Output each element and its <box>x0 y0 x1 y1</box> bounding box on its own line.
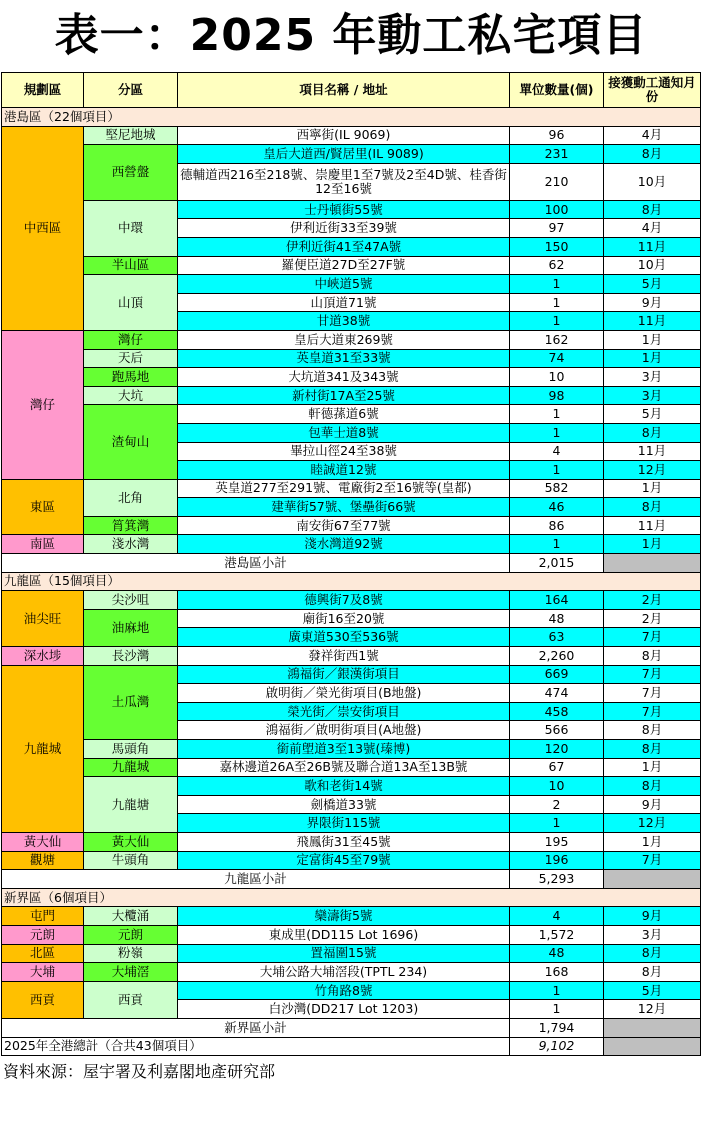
units-cell: 100 <box>510 200 604 219</box>
month-cell: 5月 <box>604 405 701 424</box>
subtotal-row <box>2 554 701 573</box>
project-cell: 睦誠道12號 <box>178 461 510 480</box>
project-cell: 南安街67至77號 <box>178 516 510 535</box>
month-cell: 7月 <box>604 851 701 870</box>
month-cell: 5月 <box>604 275 701 294</box>
section-row <box>2 108 701 127</box>
units-cell: 458 <box>510 702 604 721</box>
table-row <box>2 963 701 982</box>
month-cell: 11月 <box>604 312 701 331</box>
table-row <box>2 126 701 145</box>
subdistrict-cell: 大埔滘 <box>84 963 178 982</box>
project-cell: 建華街57號、堡壘街66號 <box>178 498 510 517</box>
units-cell: 1,572 <box>510 925 604 944</box>
grand-total-value: 9,102 <box>510 1037 604 1056</box>
units-cell: 46 <box>510 498 604 517</box>
subdistrict-cell: 大欖涌 <box>84 907 178 926</box>
month-cell: 8月 <box>604 498 701 517</box>
subdistrict-cell: 尖沙咀 <box>84 591 178 610</box>
project-cell: 歌和老街14號 <box>178 777 510 796</box>
table-row <box>2 145 701 164</box>
header-district: 規劃區 <box>2 73 84 108</box>
month-cell: 11月 <box>604 516 701 535</box>
units-cell: 10 <box>510 777 604 796</box>
project-cell: 皇后大道東269號 <box>178 330 510 349</box>
table-row <box>2 405 701 424</box>
month-cell: 2月 <box>604 591 701 610</box>
units-cell: 1 <box>510 293 604 312</box>
table-row <box>2 386 701 405</box>
table-row <box>2 832 701 851</box>
grand-total-blank <box>604 1037 701 1056</box>
project-cell: 淺水灣道92號 <box>178 535 510 554</box>
units-cell: 566 <box>510 721 604 740</box>
month-cell: 4月 <box>604 219 701 238</box>
project-cell: 白沙灣(DD217 Lot 1203) <box>178 1000 510 1019</box>
units-cell: 48 <box>510 609 604 628</box>
units-cell: 1 <box>510 461 604 480</box>
table-row <box>2 758 701 777</box>
units-cell: 63 <box>510 628 604 647</box>
month-cell: 9月 <box>604 907 701 926</box>
units-cell: 582 <box>510 479 604 498</box>
subdistrict-cell: 九龍城 <box>84 758 178 777</box>
project-cell: 德興街7及8號 <box>178 591 510 610</box>
project-cell: 皇后大道西/賢居里(IL 9089) <box>178 145 510 164</box>
month-cell: 8月 <box>604 721 701 740</box>
month-cell: 8月 <box>604 423 701 442</box>
table-row <box>2 275 701 294</box>
project-cell: 置福圍15號 <box>178 944 510 963</box>
project-cell: 界限街115號 <box>178 814 510 833</box>
month-cell: 8月 <box>604 200 701 219</box>
district-cell: 西貢 <box>2 981 84 1018</box>
units-cell: 4 <box>510 442 604 461</box>
units-cell: 1 <box>510 312 604 331</box>
subtotal-blank <box>604 870 701 889</box>
month-cell: 9月 <box>604 795 701 814</box>
month-cell: 3月 <box>604 386 701 405</box>
subdistrict-cell: 元朗 <box>84 925 178 944</box>
project-cell: 包華士道8號 <box>178 423 510 442</box>
month-cell: 8月 <box>604 145 701 164</box>
table-row <box>2 647 701 666</box>
header-units: 單位數量(個) <box>510 73 604 108</box>
table-row <box>2 925 701 944</box>
month-cell: 11月 <box>604 442 701 461</box>
project-cell: 劍橋道33號 <box>178 795 510 814</box>
month-cell: 3月 <box>604 925 701 944</box>
units-cell: 98 <box>510 386 604 405</box>
units-cell: 2,260 <box>510 647 604 666</box>
units-cell: 1 <box>510 814 604 833</box>
project-cell: 銜前塱道3至13號(瑧博) <box>178 740 510 759</box>
project-cell: 畢拉山徑24至38號 <box>178 442 510 461</box>
project-cell: 羅便臣道27D至27F號 <box>178 256 510 275</box>
units-cell: 74 <box>510 349 604 368</box>
district-cell: 元朗 <box>2 925 84 944</box>
header-project: 項目名稱 / 地址 <box>178 73 510 108</box>
section-label: 新界區（6個項目） <box>2 888 701 907</box>
district-cell: 油尖旺 <box>2 591 84 647</box>
subdistrict-cell: 山頂 <box>84 275 178 331</box>
subdistrict-cell: 土瓜灣 <box>84 665 178 739</box>
district-cell: 黃大仙 <box>2 832 84 851</box>
month-cell: 12月 <box>604 1000 701 1019</box>
month-cell: 2月 <box>604 609 701 628</box>
district-cell: 深水埗 <box>2 647 84 666</box>
units-cell: 86 <box>510 516 604 535</box>
units-cell: 96 <box>510 126 604 145</box>
month-cell: 1月 <box>604 832 701 851</box>
district-cell: 大埔 <box>2 963 84 982</box>
month-cell: 8月 <box>604 944 701 963</box>
subdistrict-cell: 渣甸山 <box>84 405 178 479</box>
subtotal-value: 2,015 <box>510 554 604 573</box>
district-cell: 東區 <box>2 479 84 535</box>
month-cell: 1月 <box>604 330 701 349</box>
month-cell: 10月 <box>604 256 701 275</box>
project-cell: 新村街17A至25號 <box>178 386 510 405</box>
grand-total-row <box>2 1037 701 1056</box>
month-cell: 7月 <box>604 702 701 721</box>
district-cell: 南區 <box>2 535 84 554</box>
units-cell: 162 <box>510 330 604 349</box>
subdistrict-cell: 九龍塘 <box>84 777 178 833</box>
month-cell: 9月 <box>604 293 701 312</box>
subdistrict-cell: 堅尼地城 <box>84 126 178 145</box>
project-cell: 定富街45至79號 <box>178 851 510 870</box>
project-cell: 西寧街(IL 9069) <box>178 126 510 145</box>
subtotal-blank <box>604 554 701 573</box>
table-row <box>2 479 701 498</box>
month-cell: 12月 <box>604 461 701 480</box>
housing-projects-table <box>1 72 701 1056</box>
subdistrict-cell: 中環 <box>84 200 178 256</box>
units-cell: 150 <box>510 237 604 256</box>
project-cell: 廟街16至20號 <box>178 609 510 628</box>
header-row <box>2 73 701 108</box>
section-row <box>2 572 701 591</box>
district-cell: 觀塘 <box>2 851 84 870</box>
header-month: 接獲動工通知月份 <box>604 73 701 108</box>
units-cell: 231 <box>510 145 604 164</box>
subdistrict-cell: 灣仔 <box>84 330 178 349</box>
units-cell: 10 <box>510 368 604 387</box>
units-cell: 120 <box>510 740 604 759</box>
source-note: 資料來源：屋宇署及利嘉閣地產研究部 <box>3 1062 276 1082</box>
table-row <box>2 349 701 368</box>
subdistrict-cell: 淺水灣 <box>84 535 178 554</box>
subtotal-label: 新界區小計 <box>2 1018 510 1037</box>
project-cell: 德輔道西216至218號、崇慶里1至7號及2至4D號、桂香街12至16號 <box>178 163 510 200</box>
table-row <box>2 944 701 963</box>
units-cell: 62 <box>510 256 604 275</box>
project-cell: 啟明街／榮光街項目(B地盤) <box>178 684 510 703</box>
month-cell: 11月 <box>604 237 701 256</box>
subdistrict-cell: 油麻地 <box>84 609 178 646</box>
subdistrict-cell: 北角 <box>84 479 178 516</box>
subtotal-value: 5,293 <box>510 870 604 889</box>
subdistrict-cell: 跑馬地 <box>84 368 178 387</box>
month-cell: 7月 <box>604 684 701 703</box>
table-row <box>2 851 701 870</box>
units-cell: 168 <box>510 963 604 982</box>
project-cell: 英皇道31至33號 <box>178 349 510 368</box>
month-cell: 8月 <box>604 647 701 666</box>
month-cell: 1月 <box>604 349 701 368</box>
table-row <box>2 535 701 554</box>
project-cell: 中峽道5號 <box>178 275 510 294</box>
month-cell: 7月 <box>604 665 701 684</box>
project-cell: 鴻福街／啟明街項目(A地盤) <box>178 721 510 740</box>
subtotal-value: 1,794 <box>510 1018 604 1037</box>
project-cell: 英皇道277至291號、電廠街2至16號等(皇都) <box>178 479 510 498</box>
district-cell: 中西區 <box>2 126 84 330</box>
month-cell: 12月 <box>604 814 701 833</box>
units-cell: 195 <box>510 832 604 851</box>
subdistrict-cell: 馬頭角 <box>84 740 178 759</box>
units-cell: 97 <box>510 219 604 238</box>
table-row <box>2 330 701 349</box>
units-cell: 669 <box>510 665 604 684</box>
project-cell: 東成里(DD115 Lot 1696) <box>178 925 510 944</box>
units-cell: 164 <box>510 591 604 610</box>
month-cell: 1月 <box>604 479 701 498</box>
units-cell: 474 <box>510 684 604 703</box>
project-cell: 甘道38號 <box>178 312 510 331</box>
month-cell: 8月 <box>604 740 701 759</box>
month-cell: 8月 <box>604 963 701 982</box>
units-cell: 1 <box>510 1000 604 1019</box>
project-cell: 大埔公路大埔滘段(TPTL 234) <box>178 963 510 982</box>
subdistrict-cell: 大坑 <box>84 386 178 405</box>
units-cell: 1 <box>510 423 604 442</box>
project-cell: 榮光街／崇安街項目 <box>178 702 510 721</box>
district-cell: 屯門 <box>2 907 84 926</box>
units-cell: 1 <box>510 981 604 1000</box>
district-cell: 九龍城 <box>2 665 84 832</box>
project-cell: 飛鳳街31至45號 <box>178 832 510 851</box>
subtotal-row <box>2 1018 701 1037</box>
subdistrict-cell: 長沙灣 <box>84 647 178 666</box>
month-cell: 8月 <box>604 777 701 796</box>
project-cell: 廣東道530至536號 <box>178 628 510 647</box>
table-row <box>2 907 701 926</box>
subdistrict-cell: 筲箕灣 <box>84 516 178 535</box>
units-cell: 67 <box>510 758 604 777</box>
subdistrict-cell: 西營盤 <box>84 145 178 201</box>
units-cell: 2 <box>510 795 604 814</box>
month-cell: 3月 <box>604 368 701 387</box>
project-cell: 山頂道71號 <box>178 293 510 312</box>
section-row <box>2 888 701 907</box>
table-row <box>2 516 701 535</box>
month-cell: 10月 <box>604 163 701 200</box>
units-cell: 1 <box>510 535 604 554</box>
units-cell: 1 <box>510 405 604 424</box>
month-cell: 7月 <box>604 628 701 647</box>
project-cell: 發祥街西1號 <box>178 647 510 666</box>
project-cell: 伊利近街33至39號 <box>178 219 510 238</box>
subdistrict-cell: 牛頭角 <box>84 851 178 870</box>
table-row <box>2 777 701 796</box>
subtotal-label: 九龍區小計 <box>2 870 510 889</box>
units-cell: 196 <box>510 851 604 870</box>
table-row <box>2 665 701 684</box>
district-cell: 北區 <box>2 944 84 963</box>
subdistrict-cell: 天后 <box>84 349 178 368</box>
month-cell: 1月 <box>604 758 701 777</box>
units-cell: 4 <box>510 907 604 926</box>
units-cell: 1 <box>510 275 604 294</box>
table-row <box>2 591 701 610</box>
project-cell: 竹角路8號 <box>178 981 510 1000</box>
project-cell: 大坑道341及343號 <box>178 368 510 387</box>
project-cell: 伊利近街41至47A號 <box>178 237 510 256</box>
grand-total-label: 2025年全港總計（合共43個項目） <box>2 1037 510 1056</box>
project-cell: 欒濤街5號 <box>178 907 510 926</box>
units-cell: 48 <box>510 944 604 963</box>
month-cell: 5月 <box>604 981 701 1000</box>
units-cell: 210 <box>510 163 604 200</box>
header-subdistrict: 分區 <box>84 73 178 108</box>
project-cell: 嘉林邊道26A至26B號及聯合道13A至13B號 <box>178 758 510 777</box>
table-row <box>2 981 701 1000</box>
project-cell: 士丹頓街55號 <box>178 200 510 219</box>
subtotal-blank <box>604 1018 701 1037</box>
project-cell: 鴻福街／銀漢街項目 <box>178 665 510 684</box>
subtotal-row <box>2 870 701 889</box>
subdistrict-cell: 半山區 <box>84 256 178 275</box>
district-cell: 灣仔 <box>2 330 84 479</box>
table-row <box>2 740 701 759</box>
table-row <box>2 200 701 219</box>
table-row <box>2 609 701 628</box>
subdistrict-cell: 粉嶺 <box>84 944 178 963</box>
month-cell: 1月 <box>604 535 701 554</box>
subdistrict-cell: 黃大仙 <box>84 832 178 851</box>
section-label: 九龍區（15個項目） <box>2 572 701 591</box>
table-row <box>2 256 701 275</box>
subtotal-label: 港島區小計 <box>2 554 510 573</box>
subdistrict-cell: 西貢 <box>84 981 178 1018</box>
section-label: 港島區（22個項目） <box>2 108 701 127</box>
project-cell: 軒德蓀道6號 <box>178 405 510 424</box>
month-cell: 4月 <box>604 126 701 145</box>
table-row <box>2 368 701 387</box>
page-title: 表一：2025 年動工私宅項目 <box>54 10 648 61</box>
